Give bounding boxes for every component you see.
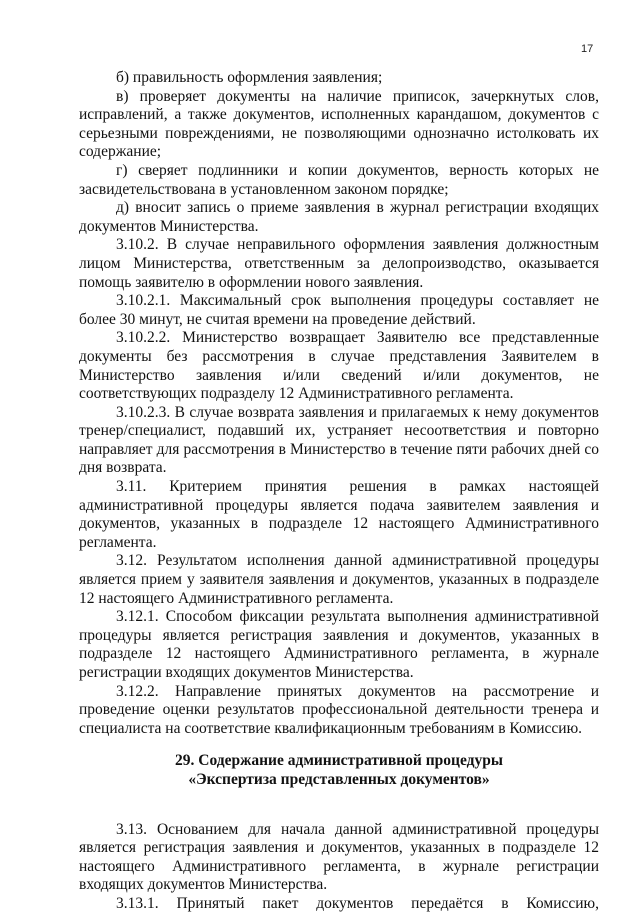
section-heading-line-1: 29. Содержание административной процедуры xyxy=(175,752,503,770)
paragraph-3-11: 3.11. Критерием принятия решения в рамках настоящей административной процедуры является подача заявителем заявления и документов, указанных в подразделе 12 настоящего Административного регламента. xyxy=(79,478,599,551)
page-number: 17 xyxy=(581,43,594,55)
paragraph-3-12-2: 3.12.2. Направление принятых документов на рассмотрение и проведение оценки результатов профессиональной деятельности тренера и специалиста на соответствие квалификационным требованиям в Комиссию. xyxy=(79,682,599,737)
paragraph-3-12-1: 3.12.1. Способом фиксации результата выполнения административной процедуры является регистрация заявления и документов, указанных в подразделе 12 настоящего Административного регламента, в журнале регистрации входящих документов Министерства. xyxy=(79,608,599,681)
paragraph-3-13: 3.13. Основанием для начала данной административной процедуры является регистрация заявления и документов, указанных в подразделе 12 настоящего Административного регламента, в журнале регистрации входящих документов Министерства. xyxy=(79,820,599,894)
paragraph-item-g: г) сверяет подлинники и копии документов, верность которых не засвидетельствована в установленном законом порядке; xyxy=(79,161,599,198)
paragraph-3-10-2-1: 3.10.2.1. Максимальный срок выполнения процедуры составляет не более 30 минут, не считая времени на проведение действий. xyxy=(79,292,599,328)
paragraph-item-v: в) проверяет документы на наличие приписок, зачеркнутых слов, исправлений, а также документов, исполненных карандашом, документов с серьезными повреждениями, не позволяющими однозначно истолковать их содержание; xyxy=(79,87,599,161)
paragraph-3-10-2: 3.10.2. В случае неправильного оформления заявления должностным лицом Министерства, ответственным за делопроизводство, оказывается помощь заявителю в оформлении нового заявления. xyxy=(79,236,599,291)
paragraph-3-10-2-3: 3.10.2.3. В случае возврата заявления и прилагаемых к нему документов тренер/специалист, подавший их, устраняет несоответствия и повторно направляет для рассмотрения в Министерство в течение пяти рабочих дней со дня возврата. xyxy=(79,403,599,477)
section-heading-line-2: «Экспертиза представленных документов» xyxy=(188,770,490,788)
paragraph-3-12: 3.12. Результатом исполнения данной административной процедуры является прием у заявителя заявления и документов, указанных в подразделе 12 настоящего Административного регламента. xyxy=(79,552,599,607)
section-heading xyxy=(79,752,599,789)
paragraph-3-13-1: 3.13.1. Принятый пакет документов передаётся в Комиссию, xyxy=(116,894,599,912)
paragraph-item-b: б) правильность оформления заявления; xyxy=(116,69,383,86)
paragraph-item-d: д) вносит запись о приеме заявления в журнал регистрации входящих документов Министерства. xyxy=(79,199,599,235)
paragraph-3-10-2-2: 3.10.2.2. Министерство возвращает Заявителю все представленные документы без рассмотрения в случае представления Заявителем в Министерство заявления и/или сведений и/или документов, не соответствующих подразделу 12 Административного регламента. xyxy=(79,329,599,403)
document-body xyxy=(79,69,599,914)
